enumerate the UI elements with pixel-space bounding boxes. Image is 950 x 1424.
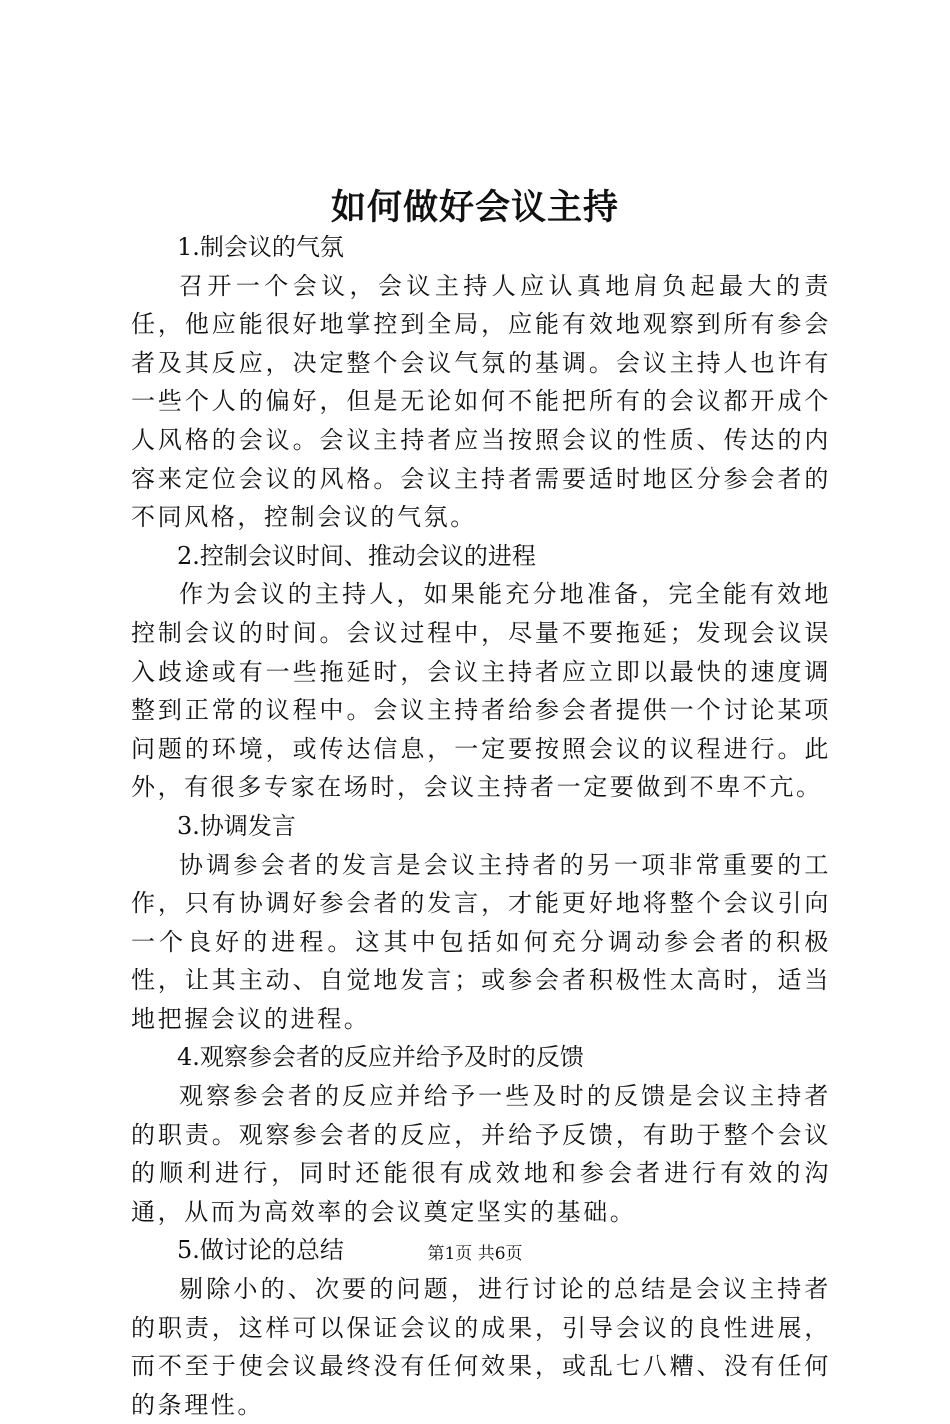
section-paragraph: 剔除小的、次要的问题，进行讨论的总结是会议主持者的职责，这样可以保证会议的成果，引导会议的良性进展，而不至于使会议最终没有任何效果，或乱七八糟、没有任何的条理性。 bbox=[131, 1275, 831, 1419]
section-2 bbox=[131, 537, 831, 807]
page-footer: 第1页 共6页 bbox=[427, 1244, 523, 1264]
section-heading: 3.协调发言 bbox=[177, 811, 296, 840]
section-heading: 4.观察参会者的反应并给予及时的反馈 bbox=[177, 1043, 584, 1072]
section-paragraph: 观察参会者的反应并给予一些及时的反馈是会议主持者的职责。观察参会者的反应，并给予反馈，有助于整个会议的顺利进行，同时还能很有成效地和参会者进行有效的沟通，从而为高效率的会议奠定坚实的基础。 bbox=[131, 1082, 831, 1226]
section-paragraph: 协调参会者的发言是会议主持者的另一项非常重要的工作，只有协调好参会者的发言，才能更好地将整个会议引向一个良好的进程。这其中包括如何充分调动参会者的积极性，让其主动、自觉地发言；或参会者积极性太高时，适当地把握会议的进程。 bbox=[131, 850, 831, 1033]
section-1 bbox=[131, 228, 831, 537]
section-heading: 2.控制会议时间、推动会议的进程 bbox=[177, 541, 536, 570]
section-4 bbox=[131, 1038, 831, 1231]
section-paragraph: 召开一个会议，会议主持人应认真地肩负起最大的责任，他应能很好地掌控到全局，应能有效地观察到所有参会者及其反应，决定整个会议气氛的基调。会议主持人也许有一些个人的偏好，但是无论如何不能把所有的会议都开成个人风格的会议。会议主持者应当按照会议的性质、传达的内容来定位会议的风格。会议主持者需要适时地区分参会者的不同风格，控制会议的气氛。 bbox=[131, 271, 831, 532]
section-paragraph: 作为会议的主持人，如果能充分地准备，完全能有效地控制会议的时间。会议过程中，尽量不要拖延；发现会议误入歧途或有一些拖延时，会议主持者应立即以最快的速度调整到正常的议程中。会议主持者给参会者提供一个讨论某项问题的环境，或传达信息，一定要按照会议的议程进行。此外，有很多专家在场时，会议主持者一定要做到不卑不亢。 bbox=[131, 580, 831, 802]
section-heading: 1.制会议的气氛 bbox=[177, 233, 344, 261]
section-heading: 5.做讨论的总结 bbox=[177, 1236, 344, 1265]
section-3 bbox=[131, 807, 831, 1039]
document-title: 如何做好会议主持 bbox=[330, 187, 619, 228]
